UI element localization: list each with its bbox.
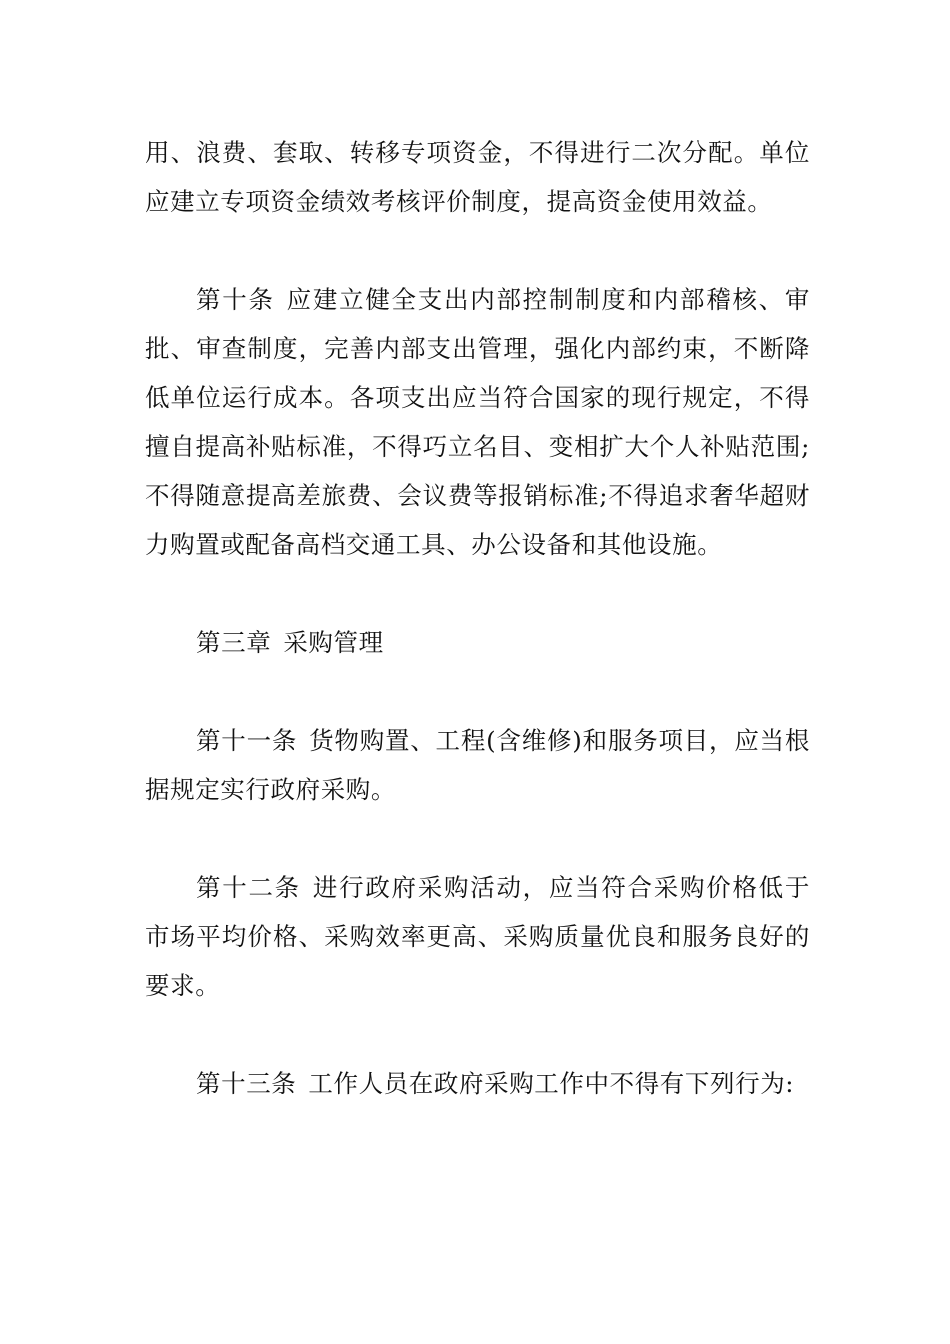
- article-13-paragraph: [145, 1059, 810, 1108]
- document-page: [145, 128, 810, 1157]
- chapter-3-heading: [145, 618, 810, 667]
- paragraph-text: 货物购置、工程(含维修)和服务项目，应当根据规定实行政府采购。: [145, 726, 811, 804]
- chapter-title: 采购管理: [283, 628, 384, 657]
- article-label: 第十一条: [196, 726, 298, 755]
- chapter-label: 第三章: [196, 628, 272, 657]
- paragraph-text: 工作人员在政府采购工作中不得有下列行为:: [308, 1069, 795, 1098]
- article-label: 第十条: [196, 285, 275, 314]
- paragraph-text: 用、浪费、套取、转移专项资金，不得进行二次分配。单位应建立专项资金绩效考核评价制度，提高资金使用效益。: [145, 138, 810, 216]
- article-10-paragraph: [145, 275, 810, 569]
- article-11-paragraph: [145, 716, 810, 814]
- article-label: 第十二条: [196, 873, 301, 902]
- paragraph-text: 进行政府采购活动，应当符合采购价格低于市场平均价格、采购效率更高、采购质量优良和服务良好的要求。: [145, 873, 810, 1000]
- paragraph-continuation: [145, 128, 810, 226]
- article-label: 第十三条: [196, 1069, 297, 1098]
- article-12-paragraph: [145, 863, 810, 1010]
- paragraph-text: 应建立健全支出内部控制制度和内部稽核、审批、审查制度，完善内部支出管理，强化内部约束，不断降低单位运行成本。各项支出应当符合国家的现行规定，不得擅自提高补贴标准，不得巧立名目、变相扩大个人补贴范围;不得随意提高差旅费、会议费等报销标准;不得追求奢华超财力购置或配备高档交通工具、办公设备和其他设施。: [145, 285, 810, 559]
